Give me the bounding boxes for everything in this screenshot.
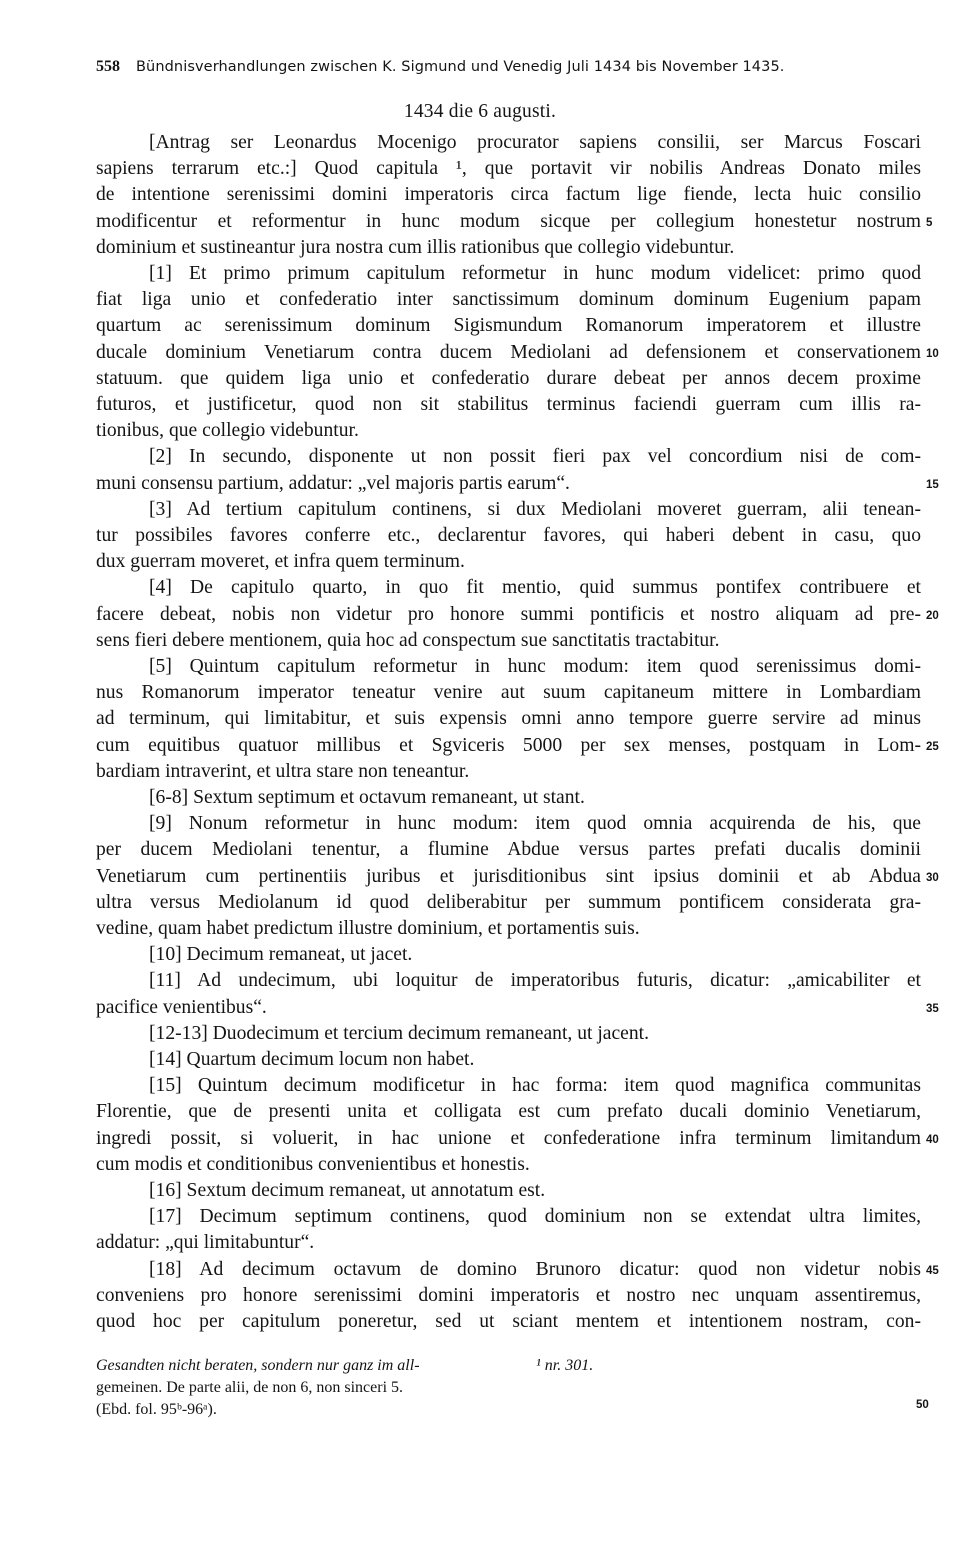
text-line: ad terminum, qui limitabitur, et suis expensis omni anno tempore guerre servire ad minus bbox=[96, 708, 921, 730]
footnote-reference: ¹ nr. 301. bbox=[536, 1357, 594, 1374]
text-line: [17] Decimum septimum continens, quod dominium non se extendat ultra limites, bbox=[149, 1206, 921, 1228]
text-line: [Antrag ser Leonardus Mocenigo procurator sapiens consilii, ser Marcus Foscari bbox=[149, 132, 921, 153]
text-line: pacifice venientibus“. bbox=[96, 996, 267, 1018]
footnote-commentary bbox=[96, 1355, 516, 1421]
text-line: fiat liga unio et confederatio inter sanctissimum dominum dominum Eugenium papam bbox=[96, 289, 921, 311]
text-line: nus Romanorum imperator teneatur venire aut suum capitaneum mittere in Lombardiam bbox=[96, 682, 921, 704]
text-line: cum equitibus quatuor millibus et Sgviceris 5000 per sex menses, postquam in Lom- bbox=[96, 734, 921, 756]
footnote-line: (Ebd. fol. 95ᵇ-96ᵃ). bbox=[96, 1401, 217, 1418]
text-line: ingredi possit, si voluerit, in hac unione et confederatione infra terminum limitandum bbox=[96, 1127, 921, 1149]
text-line: vedine, quam habet predictum illustre dominium, et portamentis suis. bbox=[96, 918, 640, 939]
text-line: [11] Ad undecimum, ubi loquitur de imperatoribus futuris, dicatur: „amicabiliter et bbox=[149, 970, 921, 992]
line-number: 15 bbox=[926, 478, 939, 491]
text-line: [16] Sextum decimum remaneat, ut annotatum est. bbox=[149, 1180, 546, 1201]
text-line: per ducem Mediolani tenentur, a flumine Abdue versus partes prefati ducalis dominii bbox=[96, 839, 921, 861]
text-line: [15] Quintum decimum modificetur in hac forma: item quod magnifica communitas bbox=[149, 1075, 921, 1097]
text-line: quod hoc per capitulum poneretur, sed ut sciant mentem et intentionem nostram, con- bbox=[96, 1311, 921, 1332]
text-line: de intentione serenissimi domini imperatoris circa factum lige fiende, lecta huic consilio bbox=[96, 184, 921, 206]
text-line: quartum ac serenissimum dominum Sigismundum Romanorum imperatorem et illustre bbox=[96, 315, 921, 337]
text-line: addatur: „qui limitabuntur“. bbox=[96, 1232, 315, 1254]
text-line: [12-13] Duodecimum et tercium decimum remaneant, ut jacent. bbox=[149, 1022, 650, 1044]
line-number: 30 bbox=[926, 871, 939, 884]
line-number: 45 bbox=[926, 1264, 939, 1277]
text-line: Venetiarum cum pertinentiis juribus et jurisditionibus sint ipsius dominii et ab Abdua bbox=[96, 865, 921, 887]
text-line: [6-8] Sextum septimum et octavum remaneant, ut stant. bbox=[149, 787, 585, 808]
text-line: [3] Ad tertium capitulum continens, si dux Mediolani moveret guerram, alii tenean- bbox=[149, 498, 921, 520]
text-line: tur possibiles favores conferre etc., declarentur favores, qui haberi debent in casu, quo bbox=[96, 525, 921, 546]
line-number: 10 bbox=[926, 347, 939, 360]
text-line: modificentur et reformentur in hunc modum sicque per collegium honestetur nostrum bbox=[96, 210, 921, 232]
date-heading: 1434 die 6 augusti. bbox=[403, 101, 557, 122]
text-line: Florentie, que de presenti unita et colligata est cum prefato ducali dominio Venetiarum, bbox=[96, 1101, 921, 1123]
text-line: sens fieri debere mentionem, quia hoc ad conspectum sue sanctitatis tractabitur. bbox=[96, 629, 720, 651]
text-line: cum modis et conditionibus convenientibus et honestis. bbox=[96, 1153, 530, 1175]
text-line: muni consensu partium, addatur: „vel majoris partis earum“. bbox=[96, 472, 570, 494]
line-number-footnote: 50 bbox=[916, 1399, 929, 1411]
text-line: bardiam intraverint, et ultra stare non teneantur. bbox=[96, 760, 470, 782]
text-line: dominium et sustineantur jura nostra cum illis rationibus que collegio videbuntur. bbox=[96, 236, 735, 258]
footnote-line: gemeinen. De parte alii, de non 6, non sinceri 5. bbox=[96, 1379, 404, 1396]
line-number: 5 bbox=[926, 216, 933, 229]
text-line: ducale dominium Venetiarum contra ducem Mediolani ad defensionem et conservationem bbox=[96, 341, 921, 363]
text-line: sapiens terrarum etc.:] Quod capitula ¹, que portavit vir nobilis Andreas Donato miles bbox=[96, 158, 921, 180]
text-line: dux guerram moveret, et infra quem terminum. bbox=[96, 551, 465, 573]
text-line: facere debeat, nobis non videtur pro honore summi pontificis et nostro aliquam ad pre- bbox=[96, 603, 921, 625]
line-number: 25 bbox=[926, 740, 939, 753]
text-line: [10] Decimum remaneat, ut jacet. bbox=[149, 944, 413, 966]
text-line: [4] De capitulo quarto, in quo fit mentio, quid summus pontifex contribuere et bbox=[149, 577, 921, 599]
text-line: [9] Nonum reformetur in hunc modum: item quod omnia acquirenda de his, que bbox=[149, 813, 921, 835]
text-line: [2] In secundo, disponente ut non possit fieri pax vel concordium nisi de com- bbox=[149, 446, 921, 468]
text-line: conveniens pro honore serenissimi domini imperatoris et nostro nec unquam assentiremus, bbox=[96, 1284, 921, 1306]
running-title: Bündnisverhandlungen zwischen K. Sigmund und Venedig Juli 1434 bis November 1435. bbox=[136, 59, 785, 75]
line-number: 20 bbox=[926, 609, 939, 622]
line-number: 40 bbox=[926, 1133, 939, 1146]
text-line: [5] Quintum capitulum reformetur in hunc modum: item quod serenissimus domi- bbox=[149, 656, 921, 677]
footnote-line: Gesandten nicht beraten, sondern nur ganz im all- bbox=[96, 1357, 420, 1374]
text-line: statuum. que quidem liga unio et confederatio durare debeat per annos decem proxime bbox=[96, 367, 921, 389]
line-number: 35 bbox=[926, 1002, 939, 1015]
text-line: [1] Et primo primum capitulum reformetur in hunc modum videlicet: primo quod bbox=[149, 263, 921, 284]
page-number: 558 bbox=[96, 58, 120, 75]
page-header bbox=[96, 58, 836, 76]
text-line: ultra versus Mediolanum id quod deliberabitur per summum pontificem considerata gra- bbox=[96, 891, 921, 913]
text-line: [18] Ad decimum octavum de domino Brunoro dicatur: quod non videtur nobis bbox=[149, 1258, 921, 1280]
text-line: tionibus, que collegio videbuntur. bbox=[96, 420, 359, 442]
text-line: futuros, et justificetur, quod non sit stabilitus terminus faciendi guerram cum illis ra- bbox=[96, 394, 921, 415]
text-line: [14] Quartum decimum locum non habet. bbox=[149, 1049, 475, 1070]
